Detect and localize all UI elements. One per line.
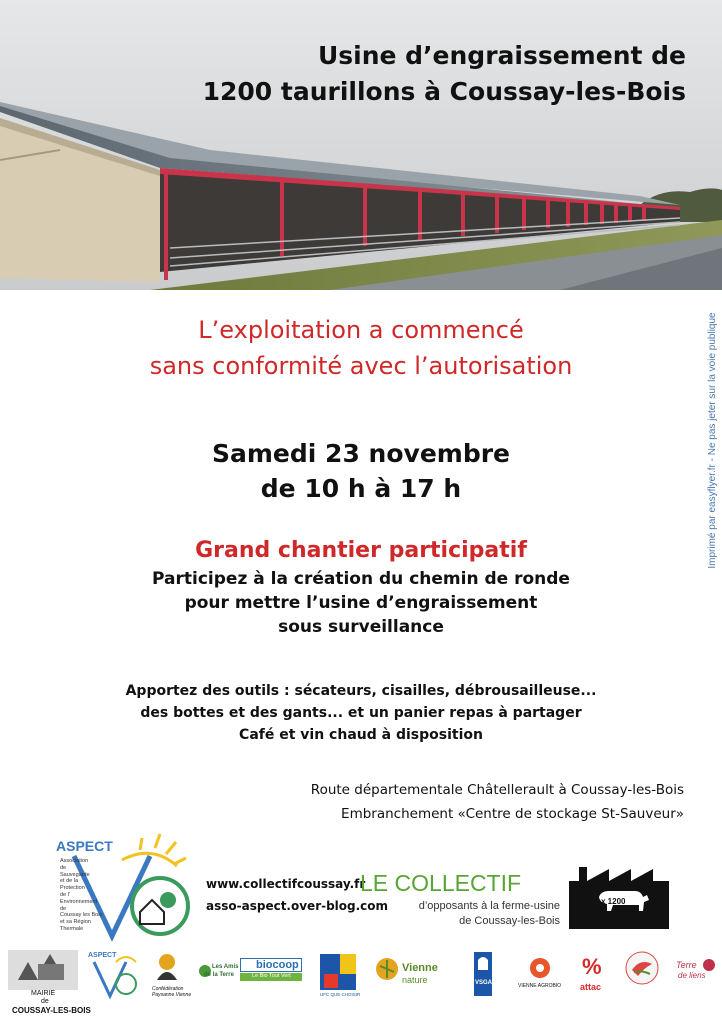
printer-note-text: Imprimé par easyflyer.fr - Ne pas jeter sur la voie publique — [707, 312, 718, 569]
bring-line3: Café et vin chaud à disposition — [239, 727, 483, 743]
attac-logo: % attac — [580, 954, 602, 992]
collectif-sub-line1: d’opposants à la ferme-usine — [418, 900, 560, 912]
address-line2: Embranchement «Centre de stockage St-Sauveur» — [341, 806, 684, 822]
collectif-title: LE COLLECTIF — [360, 870, 522, 896]
mairie-label2: de — [41, 998, 49, 1005]
biocoop-sub: Le Bio Tout Vert — [252, 973, 291, 979]
aspect-line: Thermale — [60, 925, 84, 932]
chantier-line3: sous surveillance — [278, 617, 444, 637]
aspect-line: de — [60, 905, 67, 912]
aspect-small-label: ASPECT — [88, 952, 117, 959]
bird-logo — [624, 950, 664, 1020]
mairie-logo — [8, 950, 91, 1020]
vienne-agrobio-logo — [518, 950, 564, 1020]
aspect-line: de — [60, 864, 67, 871]
hero-title-line2: 1200 taurillons à Coussay-les-Bois — [202, 77, 686, 106]
terre-de-liens-logo — [672, 950, 718, 1020]
chantier-line1: Participez à la création du chemin de ronde — [152, 569, 570, 589]
address-line1: Route départementale Châtellerault à Coussay-les-Bois — [310, 782, 684, 798]
hero-title — [203, 38, 686, 110]
vienne-nature-label1: Vienne — [402, 962, 438, 974]
ufc-label: UFC QUE CHOISIR — [320, 992, 361, 997]
factory-cow-icon — [569, 867, 669, 929]
event-time-line: de 10 h à 17 h — [260, 474, 462, 503]
event-date — [0, 436, 722, 506]
aspect-line: Association — [60, 858, 89, 864]
aspect-small-logo — [88, 950, 138, 1020]
aspect-logo — [52, 826, 192, 951]
confederation-logo — [152, 950, 192, 1020]
vienne-nature-label2: nature — [402, 975, 428, 985]
chantier-description — [0, 567, 722, 639]
aspect-line: Environnement — [60, 898, 97, 905]
vsga-label: VSGA — [475, 980, 493, 986]
aspect-line: Protection — [60, 885, 85, 892]
headline-line1: L’exploitation a commencé — [198, 316, 524, 344]
biocoop-logo — [240, 950, 302, 1020]
ufc-logo — [320, 950, 361, 1020]
amis-terre-label2: de la Terre — [204, 972, 234, 978]
amis-terre-logo — [198, 950, 238, 1020]
hero-photo — [0, 0, 722, 290]
event-date-line1: Samedi 23 novembre — [212, 439, 510, 468]
address — [311, 778, 684, 826]
headline — [0, 312, 722, 384]
vienne-agrobio-label: VIENNE AGROBIO — [518, 983, 562, 989]
bring-list — [0, 680, 722, 746]
collectif-sub-line2: de Coussay-les-Bois — [459, 915, 560, 927]
confederation-label: Confédération Paysanne Vienne — [152, 986, 192, 998]
aspect-line: et de la — [60, 878, 79, 885]
factory-badge-text: x 1200 — [601, 897, 626, 906]
headline-line2: sans conformité avec l’autorisation — [149, 352, 573, 380]
partner-logos — [0, 950, 722, 1024]
terre-liens-label1: Terre — [676, 960, 697, 970]
website-link-collectif[interactable]: www.collectifcoussay.fr — [206, 877, 366, 891]
terre-liens-label2: de liens — [678, 971, 706, 980]
aspect-line: Sauvegarde — [60, 871, 90, 878]
hero-title-line1: Usine d’engraissement de — [317, 41, 686, 70]
vienne-nature-logo — [374, 950, 444, 1020]
collectif-logo — [360, 870, 560, 929]
chantier-line2: pour mettre l’usine d’engraissement — [184, 593, 538, 613]
mairie-label3: COUSSAY-LES-BOIS — [12, 1006, 91, 1015]
aspect-line: Coussay les Bois — [60, 912, 103, 919]
bring-line1: Apportez des outils : sécateurs, cisailles, débrousailleuse... — [125, 683, 597, 699]
collectif-subtitle — [360, 899, 560, 929]
aspect-line: et sa Région — [60, 919, 91, 926]
chantier-title: Grand chantier participatif — [195, 538, 527, 563]
aspect-lines — [60, 858, 102, 933]
aspect-line: de l' — [60, 891, 70, 898]
aspect-name: ASPECT — [56, 838, 113, 854]
attac-label: attac — [580, 982, 602, 992]
amis-terre-label1: Les Amis — [212, 964, 239, 970]
biocoop-label: biocoop — [256, 959, 299, 971]
vsga-logo — [472, 950, 496, 1020]
bring-line2: des bottes et des gants... et un panier repas à partager — [140, 705, 582, 721]
website-link-aspect[interactable]: asso-aspect.over-blog.com — [206, 899, 389, 913]
mairie-label1: MAIRIE — [31, 990, 56, 997]
